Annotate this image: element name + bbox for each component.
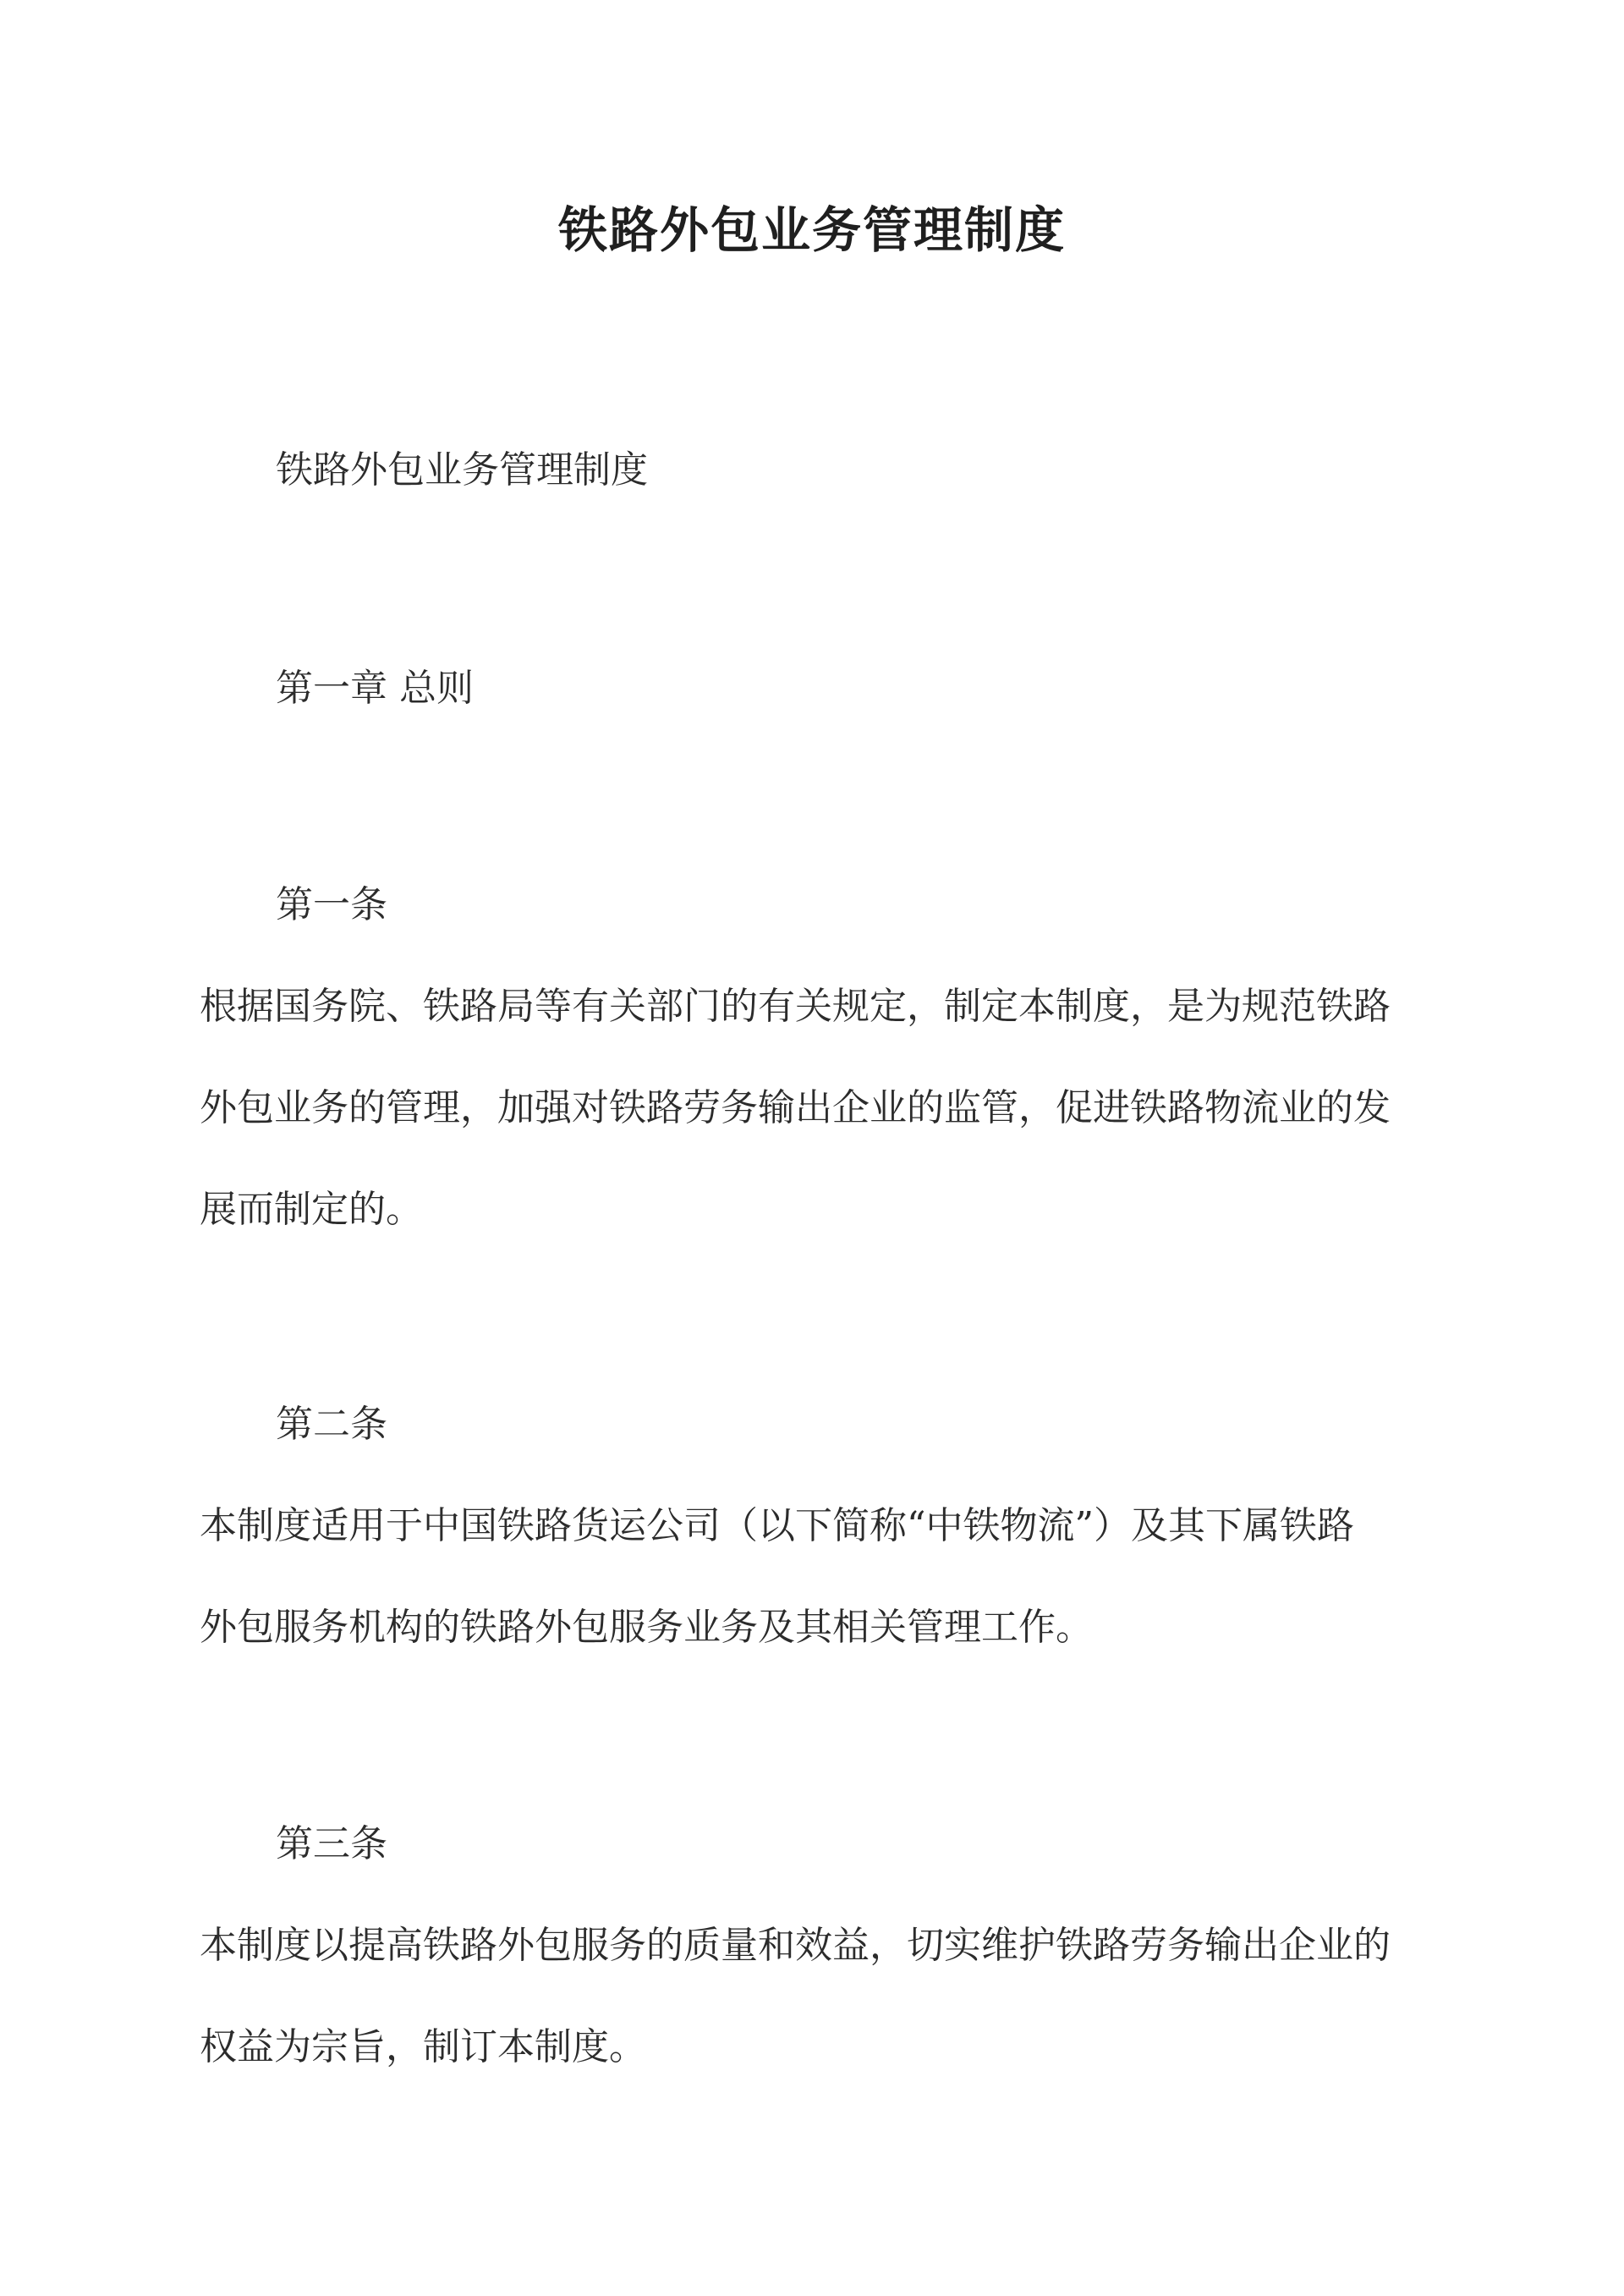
article-3-line-1: 本制度以提高铁路外包服务的质量和效益，切实维护铁路劳务输出企业的 xyxy=(200,1924,1391,1967)
article-3-heading: 第三条 xyxy=(276,1822,387,1865)
article-1-line-3: 展而制定的。 xyxy=(200,1188,423,1231)
document-title: 铁路外包业务管理制度 xyxy=(557,201,1066,259)
article-1-line-2: 外包业务的管理，加强对铁路劳务输出企业的监管，促进铁路物流业的发 xyxy=(200,1086,1391,1129)
article-1-line-1: 根据国务院、铁路局等有关部门的有关规定，制定本制度，是为规范铁路 xyxy=(200,985,1391,1028)
article-2-line-1: 本制度适用于中国铁路货运公司（以下简称“中铁物流”）及其下属铁路 xyxy=(200,1504,1354,1547)
article-3-line-2: 权益为宗旨，制订本制度。 xyxy=(200,2025,646,2068)
article-1-heading: 第一条 xyxy=(276,883,387,926)
article-2-heading: 第二条 xyxy=(276,1403,387,1446)
document-subtitle: 铁路外包业务管理制度 xyxy=(276,448,648,492)
article-2-line-2: 外包服务机构的铁路外包服务业务及其相关管理工作。 xyxy=(200,1606,1093,1649)
chapter-heading: 第一章 总则 xyxy=(276,667,474,710)
